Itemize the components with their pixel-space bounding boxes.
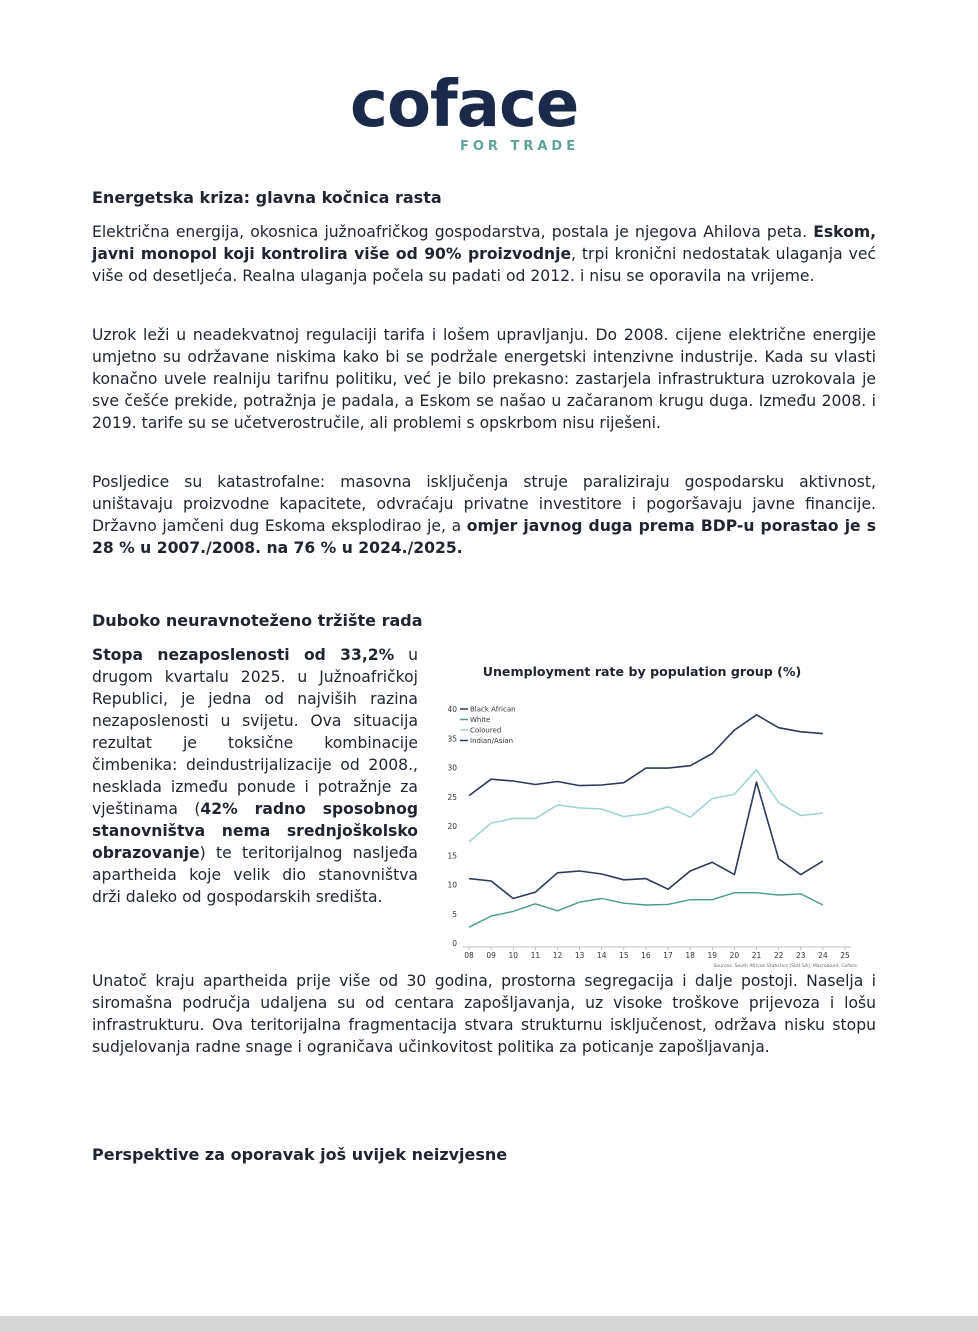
legend-label: Indian/Asian [470,737,514,745]
legend-label: Coloured [470,726,502,735]
x-tick-label: 25 [840,951,850,960]
chart-source-note: Sources: South African Statistics (Stat SA), Macrobond, Coface [713,964,857,969]
text-run: Posljedice su katastrofalne: masovna isključenja struje paraliziraju gospodarsku aktivnost, uništavaju proizvodne kapacitete, odvraćaju privatne investitore i pogoršavaju javne financije. Državno jamčeni dug Eskoma eksplodirao je, a [92,473,876,535]
x-tick-label: 22 [773,951,784,960]
x-tick-label: 12 [552,951,563,960]
y-tick-label: 40 [447,705,457,714]
section-heading-energy: Energetska kriza: glavna kočnica rasta [92,188,442,207]
coface-logo [350,66,610,158]
x-tick-label: 18 [685,951,695,960]
x-tick-label: 16 [641,951,651,960]
y-tick-label: 10 [447,880,457,890]
paragraph-labour-1 [92,644,418,908]
y-tick-label: 0 [452,939,457,948]
x-tick-label: 20 [729,951,740,960]
section-heading-outlook: Perspektive za oporavak još uvijek neizvjesne [92,1145,508,1164]
logo-wordmark: coface [350,68,579,142]
x-tick-label: 13 [574,951,585,960]
section-heading-labour: Duboko neuravnoteženo tržište rada [92,611,423,630]
text-run: ) te teritorijalnog nasljeđa apartheida koje velik dio stanovništva drži daleko od gospodarskih središta. [92,844,418,906]
page-bottom-border [0,1316,978,1332]
legend-label: White [470,716,491,724]
series-line-indian-asian [469,782,823,898]
paragraph-labour-2: Unatoč kraju apartheida prije više od 30 godina, prostorna segregacija i dalje postoji. Naselja i siromašna područja udaljena su od centara zapošljavanja, uz visoke troškove prijevoza i lošu infrastrukturu. Ova teritorijalna fragmentacija stvara strukturnu isključenost, održava nisku stopu sudjelovanja radne snage i ograničava učinkovitost politika za poticanje zapošljavanja. [92,972,876,1056]
text-run: Električna energija, okosnica južnoafričkog gospodarstva, postala je njegova Ahilova peta. [92,223,814,241]
bold-run: omjer javnog duga prema BDP-u porastao je s 28 % u 2007./2008. na 76 % u 2024./2025. [92,517,876,557]
x-tick-label: 23 [795,951,806,960]
x-tick-label: 21 [751,951,762,960]
y-tick-label: 5 [452,909,457,919]
x-tick-label: 10 [508,951,519,960]
bold-run: Eskom, javni monopol koji kontrolira više od 90% proizvodnje [92,223,876,263]
paragraph-energy-3 [92,471,876,559]
y-tick-label: 25 [447,792,457,802]
x-tick-label: 15 [619,951,629,960]
y-tick-label: 15 [447,851,457,861]
y-tick-label: 30 [447,763,457,773]
x-tick-label: 14 [596,951,607,960]
x-tick-label: 19 [707,951,718,960]
x-tick-label: 08 [464,951,474,960]
y-tick-label: 35 [447,734,457,744]
bold-run: 42% radno sposobnog stanovništva nema srednjoškolsko obrazovanje [92,800,419,862]
paragraph-energy-2: Uzrok leži u neadekvatnoj regulaciji tarifa i lošem upravljanju. Do 2008. cijene električne energije umjetno su održavane niskima kako bi se podržale energetski intenzivne industrije. Kada su vlasti konačno uvele realniju tarifnu politiku, već je bilo prekasno: zastarjela infrastruktura uzrokovala je sve češće prekide, potražnja je padala, a Eskom se našao u začaranom krugu duga. Između 2008. i 2019. tarife su se učetverostručile, ali problemi s opskrbom nisu riješeni. [92,326,876,432]
legend-label: Black African [470,705,516,714]
bold-run: Stopa nezaposlenosti od 33,2% [92,646,395,664]
y-tick-label: 20 [447,822,457,831]
labour-text-column [92,644,418,908]
text-run: u drugom kvartalu 2025. u Južnoafričkoj Republici, je jedna od najviših razina nezaposlenosti u svijetu. Ova situacija rezultat je toksične kombinacije čimbenika: deindustrijalizacije od 2008., nesklada između ponude i potražnje za vještinama ( [92,646,418,818]
x-tick-label: 09 [486,951,496,960]
unemployment-line-chart [432,692,862,970]
paragraph-energy-1 [92,221,876,287]
x-tick-label: 11 [530,951,541,960]
x-tick-label: 17 [663,951,673,960]
text-run: , trpi kronični nedostatak ulaganja već više od desetljeća. Realna ulaganja počela su padati od 2012. i nisu se oporavila na vrijeme. [92,245,876,285]
chart-title: Unemployment rate by population group (%) [482,664,802,679]
series-line-black-african [469,715,823,796]
series-line-white [469,893,823,928]
logo-tagline: FOR TRADE [460,139,580,154]
x-tick-label: 24 [818,951,828,960]
